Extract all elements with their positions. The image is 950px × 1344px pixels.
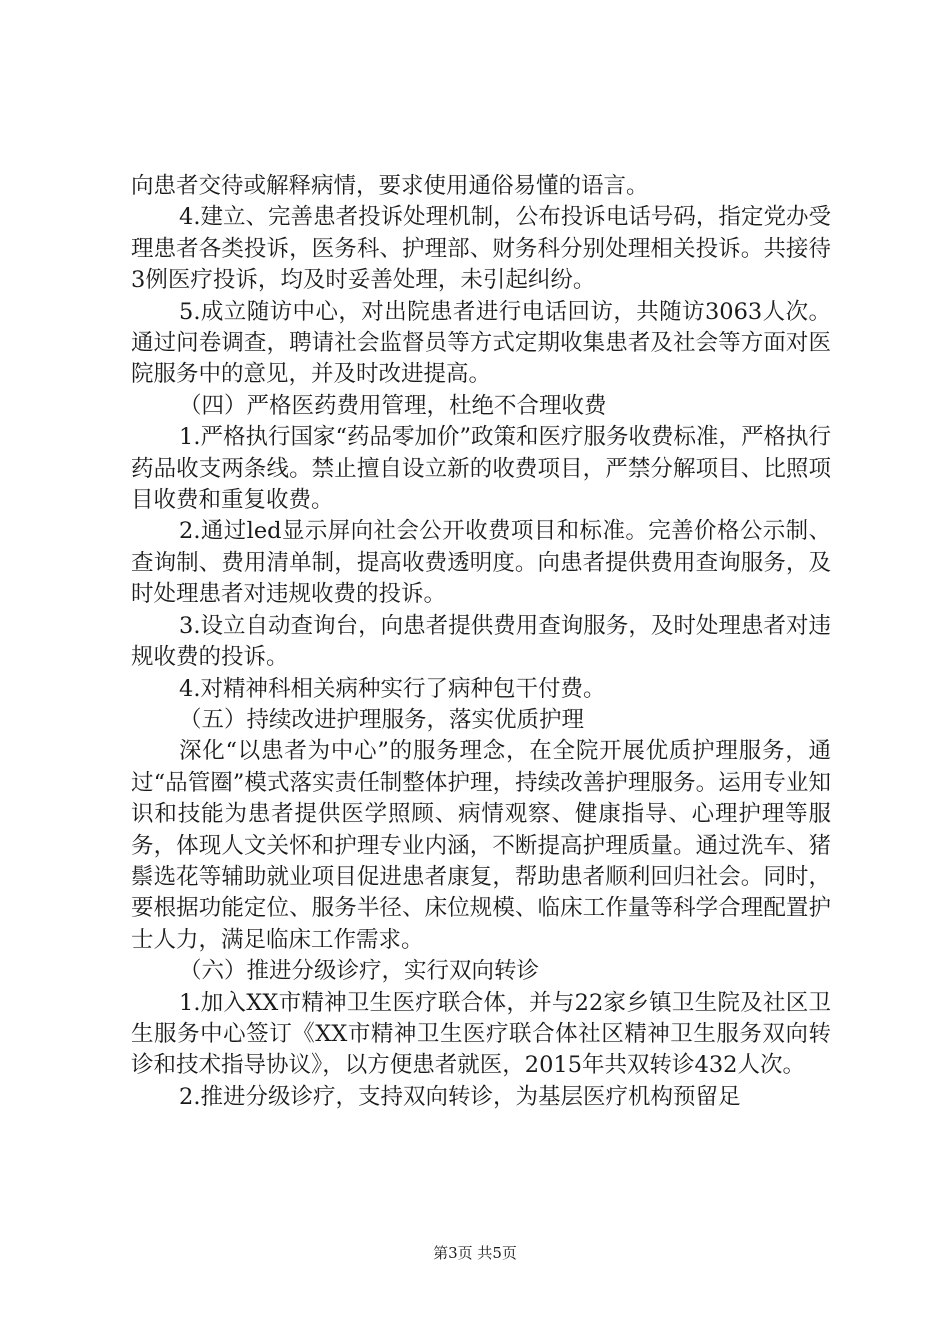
paragraph-tiered-treatment: 2.推进分级诊疗，支持双向转诊，为基层医疗机构预留足 xyxy=(179,1083,741,1110)
paragraph-fee-policy: 1.严格执行国家“药品零加价”政策和医疗服务收费标准，严格执行药品收支两条线。禁止擅自设立新的收费项目，严禁分解项目、比照项目收费和重复收费。 xyxy=(131,424,831,514)
paragraph-medical-alliance: 1.加入XX市精神卫生医疗联合体，并与22家乡镇卫生院及社区卫生服务中心签订《XX市精神卫生医疗联合体社区精神卫生服务双向转诊和技术指导协议》，以方便患者就医，2015年共双转诊432人次。 xyxy=(131,989,831,1079)
paragraph-1: 向患者交待或解释病情，要求使用通俗易懂的语言。 xyxy=(131,173,649,199)
paragraph-quality-nursing: 深化“以患者为中心”的服务理念，在全院开展优质护理服务，通过“品管圈”模式落实责任制整体护理，持续改善护理服务。运用专业知识和技能为患者提供医学照顾、病情观察、健康指导、心理护理等服务，体现人文关怀和护理专业内涵，不断提高护理质量。通过洗车、猪鬃选花等辅助就业项目促进患者康复，帮助患者顺利回归社会。同时，要根据功能定位、服务半径、床位规模、临床工作量等科学合理配置护士人力，满足临床工作需求。 xyxy=(131,738,831,953)
page-footer: 第3页 共5页 xyxy=(433,1244,517,1262)
paragraph-complaint-mechanism: 4.建立、完善患者投诉处理机制，公布投诉电话号码，指定党办受理患者各类投诉，医务科、护理部、财务科分别处理相关投诉。共接待3例医疗投诉，均及时妥善处理，未引起纠纷。 xyxy=(131,204,831,294)
section-heading-6: （六）推进分级诊疗，实行双向转诊 xyxy=(179,958,540,985)
section-heading-5: （五）持续改进护理服务，落实优质护理 xyxy=(179,706,585,733)
document-body xyxy=(131,171,831,1113)
paragraph-led-display: 2.通过led显示屏向社会公开收费项目和标准。完善价格公示制、查询制、费用清单制，提高收费透明度。向患者提供费用查询服务，及时处理患者对违规收费的投诉。 xyxy=(131,518,831,608)
paragraph-query-desk: 3.设立自动查询台，向患者提供费用查询服务，及时处理患者对违规收费的投诉。 xyxy=(131,612,831,671)
paragraph-fixed-payment: 4.对精神科相关病种实行了病种包干付费。 xyxy=(179,675,606,702)
paragraph-follow-up-center: 5.成立随访中心，对出院患者进行电话回访，共随访3063人次。通过问卷调查，聘请社会监督员等方式定期收集患者及社会等方面对医院服务中的意见，并及时改进提高。 xyxy=(131,298,831,388)
section-heading-4: （四）严格医药费用管理，杜绝不合理收费 xyxy=(179,392,607,419)
